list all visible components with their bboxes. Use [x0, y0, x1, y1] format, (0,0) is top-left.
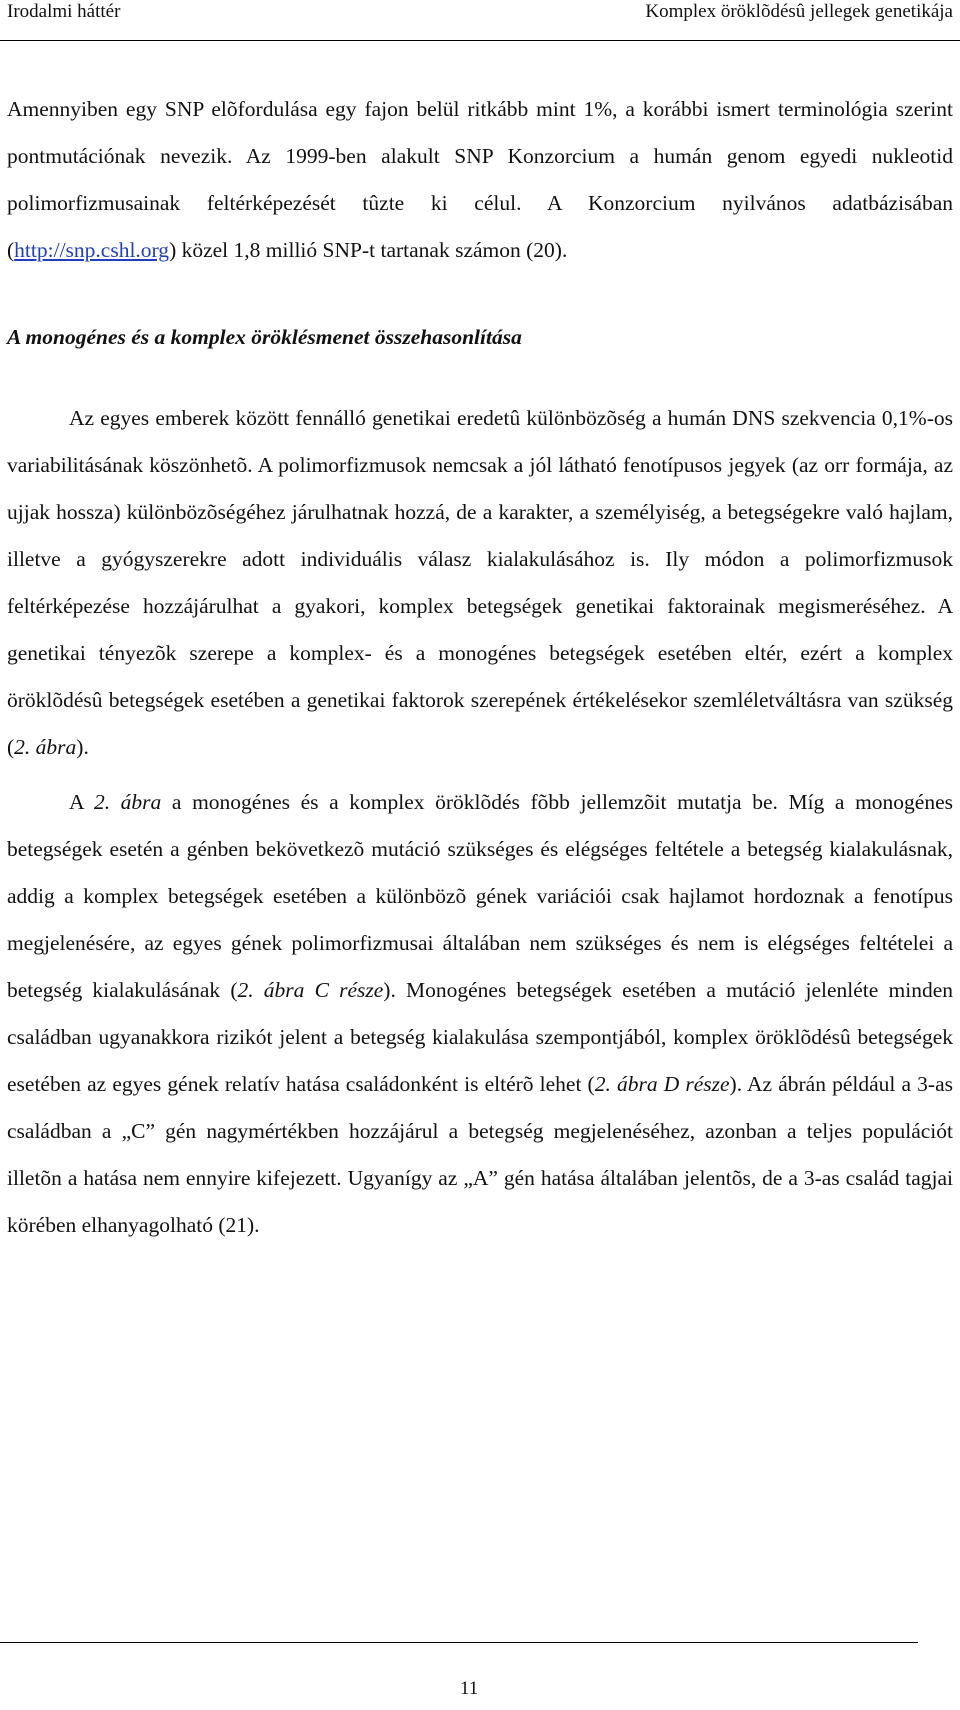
paragraph-text: Amennyiben egy SNP elõfordulása egy fajon belül ritkább mint 1%, a korábbi ismert terminológia szerint pontmutációnak nevezik. Az 1999-ben alakult SNP Konzorcium a humán genom egyedi nukleotid polimorfizmusainak feltérképezését tûzte ki célul. A Konzorcium nyilvános adatbázisában ( [7, 97, 953, 262]
paragraph-text: ) közel 1,8 millió SNP-t tartanak számon (20). [169, 238, 568, 262]
header-section-title: Irodalmi háttér [7, 1, 121, 22]
paragraph-text: a monogénes és a komplex öröklõdés fõbb jellemzõit mutatja be. Míg a monogénes betegségek esetén a génben bekövetkezõ mutáció szükséges és elégséges feltétele a betegség kialakulásnak, addig a komplex betegségek esetében a különbözõ gének variációi csak hajlamot hordoznak a fenotípus megjelenésére, az egyes gének polimorfizmusai általában nem szükséges és nem is elégséges feltételei a betegség kialakulásának ( [7, 790, 953, 1002]
paragraph-text: ). [76, 735, 89, 759]
figure-reference: 2. ábra [14, 735, 77, 759]
footer-divider [0, 1642, 918, 1643]
running-header [0, 0, 960, 41]
document-body [7, 86, 953, 1249]
paragraph-text: Az egyes emberek között fennálló genetikai eredetû különbözõség a humán DNS szekvencia 0,1%-os variabilitásának köszönhetõ. A polimorfizmusok nemcsak a jól látható fenotípusos jegyek (az orr formája, az ujjak hossza) különbözõségéhez járulhatnak hozzá, de a karakter, a személyiség, a betegségekre való hajlam, illetve a gyógyszerekre adott individuális válasz kialakulásához is. Ily módon a polimorfizmusok feltérképezése hozzájárulhat a gyakori, komplex betegségek genetikai faktorainak megismeréséhez. A genetikai tényezõk szerepe a komplex- és a monogénes betegségek esetében eltér, ezért a komplex öröklõdésû betegségek esetében a genetikai faktorok szerepének értékelésekor szemléletváltásra van szükség ( [7, 406, 953, 759]
paragraph-monogenic-vs-complex [7, 779, 953, 1249]
section-heading: A monogénes és a komplex öröklésmenet összehasonlítása [7, 325, 522, 349]
snp-database-link[interactable]: http://snp.cshl.org [14, 238, 170, 262]
figure-reference: 2. ábra [93, 790, 162, 814]
header-document-title: Komplex öröklõdésû jellegek genetikája [645, 1, 953, 22]
paragraph-text: ). Az ábrán például a 3-as családban a „C” gén nagymértékben hozzájárul a betegség megjelenéséhez, azonban a teljes populációt illetõn a hatása nem ennyire kifejezett. Ugyanígy az „A” gén hatása általában jelentõs, de a 3-as család tagjai körében elhanyagolható (21). [7, 1072, 953, 1237]
paragraph-snp-definition [7, 86, 953, 274]
page-number: 11 [460, 1678, 479, 1699]
paragraph-text: A [69, 790, 94, 814]
paragraph-text: ). Monogénes betegségek esetében a mutáció jelenléte minden családban ugyanakkora rizikót jelent a betegség kialakulása szempontjából, komplex öröklõdésû betegségek esetében az egyes gének relatív hatása családonként is eltérõ lehet ( [7, 978, 953, 1096]
figure-reference: 2. ábra C része [237, 978, 384, 1002]
figure-reference: 2. ábra D része [594, 1072, 730, 1096]
paragraph-genetic-variation [7, 395, 953, 771]
